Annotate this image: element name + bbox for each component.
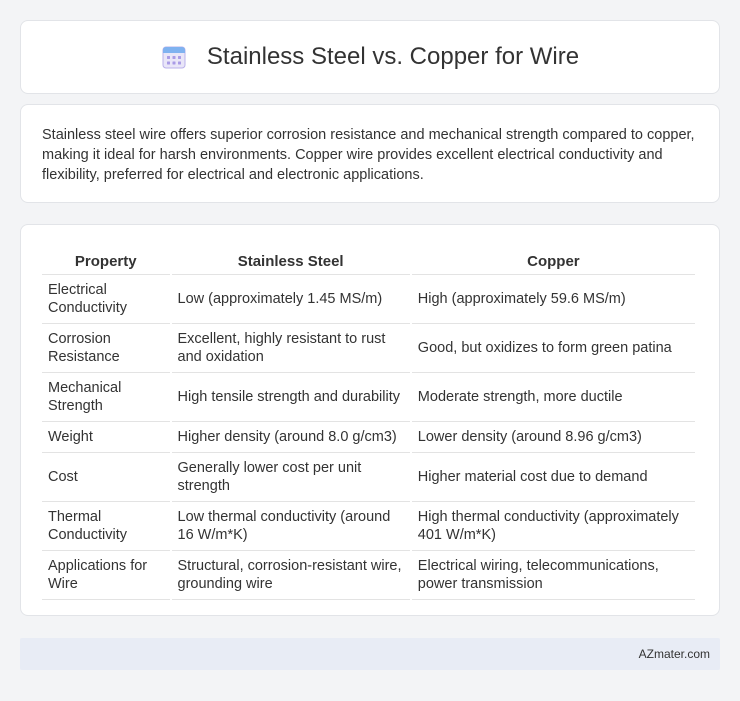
table-row [42,422,695,453]
footer-bar [20,638,720,670]
cell-property: Applications for Wire [42,551,170,600]
cell-property: Electrical Conductivity [42,275,170,324]
table-card [20,224,720,616]
footer-source-link[interactable]: AZmater.com [638,647,710,661]
cell-property: Weight [42,422,170,453]
cell-property: Thermal Conductivity [42,502,170,551]
table-header-row [42,245,695,275]
cell-property: Corrosion Resistance [42,324,170,373]
cell-copper: High thermal conductivity (approximately 401 W/m*K) [412,502,695,551]
cell-property: Mechanical Strength [42,373,170,422]
cell-copper: Lower density (around 8.96 g/cm3) [412,422,695,453]
table-row [42,453,695,502]
cell-copper: Moderate strength, more ductile [412,373,695,422]
cell-stainless-steel: Low (approximately 1.45 MS/m) [172,275,410,324]
summary-text: Stainless steel wire offers superior corrosion resistance and mechanical strength compared to copper, making it ideal for harsh environments. Copper wire provides excellent electrical conductivity and flexibility, preferred for electrical and electronic applications. [42,127,695,183]
cell-stainless-steel: Structural, corrosion-resistant wire, grounding wire [172,551,410,600]
table-row [42,502,695,551]
title-card [20,20,720,94]
cell-copper: Electrical wiring, telecommunications, power transmission [412,551,695,600]
cell-stainless-steel: Excellent, highly resistant to rust and oxidation [172,324,410,373]
header-copper: Copper [412,245,695,275]
table-row [42,373,695,422]
table-row [42,275,695,324]
cell-copper: Good, but oxidizes to form green patina [412,324,695,373]
comparison-table [40,245,697,600]
header-property: Property [42,245,170,275]
table-row [42,551,695,600]
page-title: Stainless Steel vs. Copper for Wire [206,43,580,70]
summary-card [20,104,720,203]
cell-property: Cost [42,453,170,502]
calendar-icon [161,44,187,70]
cell-copper: High (approximately 59.6 MS/m) [412,275,695,324]
header-stainless-steel: Stainless Steel [172,245,410,275]
cell-stainless-steel: Generally lower cost per unit strength [172,453,410,502]
cell-stainless-steel: High tensile strength and durability [172,373,410,422]
cell-stainless-steel: Higher density (around 8.0 g/cm3) [172,422,410,453]
cell-stainless-steel: Low thermal conductivity (around 16 W/m*K) [172,502,410,551]
cell-copper: Higher material cost due to demand [412,453,695,502]
table-row [42,324,695,373]
